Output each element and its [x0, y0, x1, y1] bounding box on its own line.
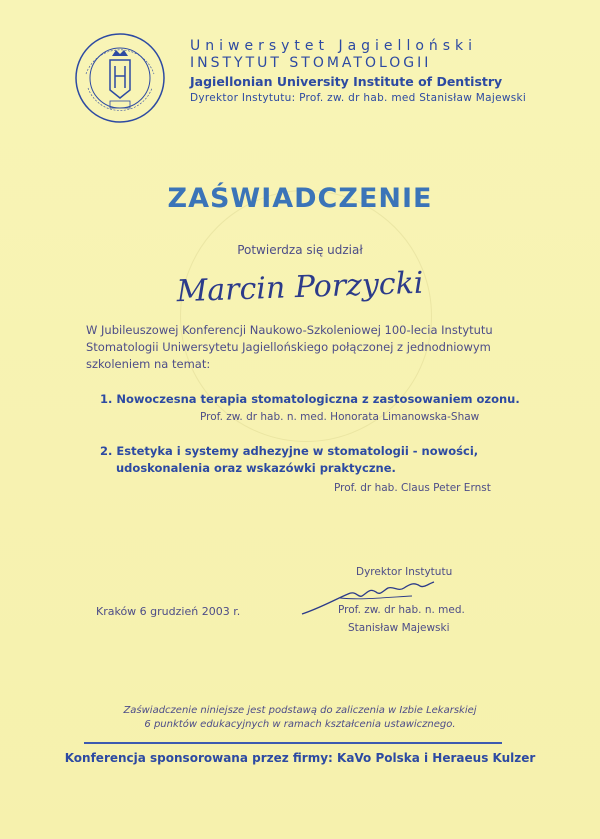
director-name: Stanisław Majewski [348, 622, 450, 634]
topic-2 [100, 443, 520, 477]
topic-2-lecturer: Prof. dr hab. Claus Peter Ernst [334, 482, 491, 494]
intro-line: W Jubileuszowej Konferencji Naukowo-Szkoleniowej 100-lecia Instytutu [86, 323, 493, 337]
director-title: Prof. zw. dr hab. n. med. [338, 604, 465, 616]
note-line: 6 punktów edukacyjnych w ramach kształcenia ustawicznego. [144, 719, 456, 730]
institute-name-en: Jagiellonian University Institute of Dentistry [190, 74, 503, 89]
recipient-name: Marcin Porzycki [176, 265, 424, 310]
institute-header [190, 38, 590, 104]
university-seal-icon [66, 30, 174, 130]
place-and-date: Kraków 6 grudzień 2003 r. [96, 605, 241, 618]
topic-1-lecturer: Prof. zw. dr hab. n. med. Honorata Limanowska-Shaw [200, 411, 480, 423]
topic-1 [100, 391, 520, 408]
intro-line: Stomatologii Uniwersytetu Jagiellońskiego połączonej z jednodniowym [86, 340, 491, 354]
accreditation-note [0, 704, 600, 732]
intro-paragraph [86, 322, 506, 373]
institute-name-pl: INSTYTUT STOMATOLOGII [190, 55, 432, 71]
topic-title-line: 2. Estetyka i systemy adhezyjne w stomatologii - nowości, [100, 444, 479, 458]
topic-title-line: udoskonalenia oraz wskazówki praktyczne. [116, 461, 396, 475]
footer-divider [84, 742, 502, 744]
intro-line: szkoleniem na temat: [86, 357, 211, 371]
university-name: Uniwersytet Jagielloński [190, 38, 478, 54]
topic-title-line: 1. Nowoczesna terapia stomatologiczna z zastosowaniem ozonu. [100, 392, 520, 406]
certificate-title: ZAŚWIADCZENIE [167, 183, 433, 214]
confirmation-text: Potwierdza się udział [237, 243, 363, 257]
sponsor-line: Konferencja sponsorowana przez firmy: KaVo Polska i Heraeus Kulzer [64, 751, 536, 765]
director-line: Dyrektor Instytutu: Prof. zw. dr hab. med Stanisław Majewski [190, 92, 527, 104]
director-label: Dyrektor Instytutu [356, 566, 453, 578]
note-line: Zaświadczenie niniejsze jest podstawą do zaliczenia w Izbie Lekarskiej [123, 705, 477, 716]
